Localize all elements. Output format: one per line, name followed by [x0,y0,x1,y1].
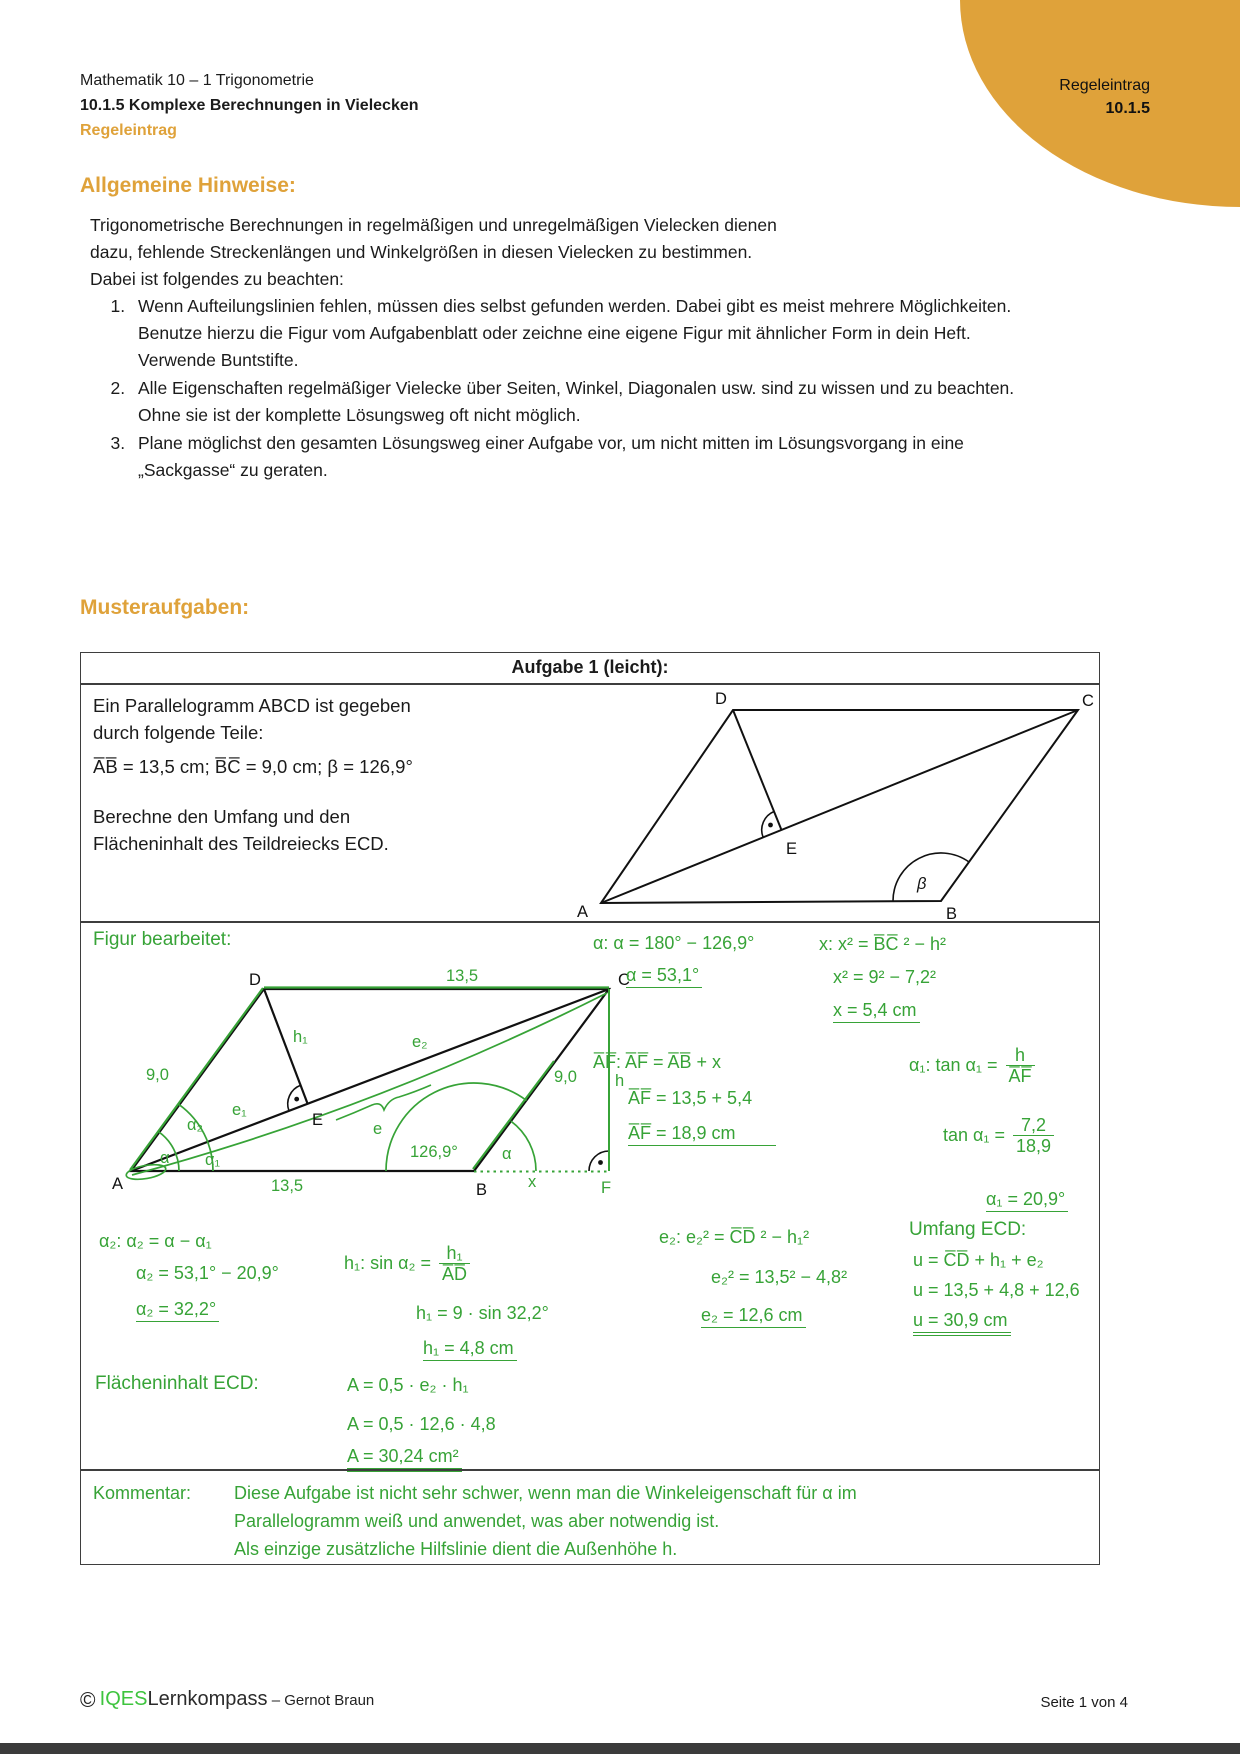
calc-alpha2-result: α₂ = 32,2° [136,1299,219,1322]
fraction-denominator: A̅D̅ [439,1263,470,1284]
kommentar-label: Kommentar: [93,1483,192,1503]
label-x: x [528,1173,537,1191]
point-label-D: D [715,690,727,708]
calc-af-line: A̅F̅ = 13,5 + 5,4 [628,1088,753,1108]
doc-type: Regeleintrag [80,122,177,139]
calc-e2-result: e₂ = 12,6 cm [701,1305,806,1328]
calc-alpha2-line: α₂ = 53,1° − 20,9° [136,1263,279,1283]
problem-line: Berechne den Umfang und den [93,806,351,827]
list-item: 3. Plane möglichst den gesamten Lösungsweg einer Aufgabe vor, um nicht mitten im Lösungsvorgang in eine „Sackgasse“ zu geraten. [130,430,1025,484]
calc-e2-line: e₂: e₂² = C̅D̅ ² − h₁² [659,1227,810,1247]
badge-number: 10.1.5 [1105,100,1150,117]
label-e1: e₁ [232,1101,247,1119]
calc-h1-line: h₁ = 9 · sin 32,2° [416,1303,549,1323]
calc-alpha2-line: α₂: α₂ = α − α₁ [99,1231,212,1251]
flaeche-title: Flächeninhalt ECD: [95,1373,259,1394]
length-label-right: 9,0 [554,1068,577,1086]
calc-flaeche-result: A = 30,24 cm² [347,1446,462,1472]
segment-DE [733,710,782,830]
footer [80,1688,374,1713]
figure-edited-label: Figur bearbeitet: [93,929,232,950]
angle-arc-alpha-B [511,1121,536,1171]
calc-umfang-result: u = 30,9 cm [913,1310,1011,1336]
problem-line: Ein Parallelogramm ABCD ist gegeben [93,695,411,716]
fraction-denominator: 18,9 [1013,1135,1054,1156]
point-label-A: A [112,1175,124,1193]
page-number: Seite 1 von 4 [1040,1694,1128,1711]
course-title: Mathematik 10 – 1 Trigonometrie [80,72,314,89]
footer-author: – Gernot Braun [271,1692,375,1709]
problem-line: Flächeninhalt des Teildreiecks ECD. [93,833,389,854]
calc-flaeche-line: A = 0,5 · e₂ · h₁ [347,1375,469,1395]
bottom-bar [0,1743,1240,1754]
point-label-E: E [312,1111,324,1129]
length-label-top: 13,5 [446,967,479,985]
section-heading-hinweise: Allgemeine Hinweise: [80,174,296,197]
copyright-icon: © [80,1689,96,1712]
point-label-E: E [786,840,798,858]
badge-label: Regeleintrag [1059,77,1150,94]
calc-h1-eq1 [344,1243,470,1284]
figure-parallelogram-annotated [86,957,736,1207]
calc-e2-line: e₂² = 13,5² − 4,8² [711,1267,848,1287]
diagonal-AC [601,710,1078,903]
problem-line: durch folgende Teile: [93,722,264,743]
document-header [80,68,419,143]
task-table [80,652,1100,1565]
angle-label-alpha1: α₁ [205,1151,221,1169]
point-label-B: B [476,1181,488,1199]
calc-flaeche-line: A = 0,5 · 12,6 · 4,8 [347,1414,496,1434]
calc-alpha-line: α: α = 180° − 126,9° [593,933,755,953]
point-label-C: C [618,971,630,989]
brace-e [336,1085,431,1120]
corner-badge [1059,74,1150,120]
task-title: Aufgabe 1 (leicht): [511,657,669,677]
calc-alpha1-lead: α₁: tan α₁ = [909,1055,998,1076]
calc-af-result: A̅F̅ = 18,9 cm [628,1123,776,1146]
calc-umfang-line: u = 13,5 + 4,8 + 12,6 [913,1280,1080,1300]
label-h: h [615,1072,625,1090]
angle-label-beta: β [917,875,927,893]
calc-umfang-line: u = C̅D̅ + h₁ + e₂ [913,1250,1044,1270]
point-label-A: A [577,903,589,921]
table-divider [81,1469,1099,1471]
calc-alpha1-eq1 [909,1045,1035,1086]
kommentar-line: Parallelogramm weiß und anwendet, was aber notwendig ist. [234,1511,720,1531]
hinweise-intro [90,212,1010,293]
point-label-C: C [1082,692,1094,710]
problem-given-values: A̅B̅ = 13,5 cm; B̅C̅ = 9,0 cm; β = 126,9° [93,756,413,777]
fraction [1006,1045,1035,1086]
height-h1-segment [264,989,308,1104]
brand-iqes: IQES [99,1688,148,1710]
fraction-numerator: h [1015,1045,1026,1065]
hinweise-list [90,293,1025,485]
umfang-title: Umfang ECD: [909,1219,1027,1240]
length-label-left: 9,0 [146,1066,169,1084]
point-label-F: F [601,1179,612,1197]
calc-alpha-result: α = 53,1° [626,965,702,988]
calc-h1-lead: h₁: sin α₂ = [344,1253,432,1274]
kommentar-line: Als einzige zusätzliche Hilfslinie dient die Außenhöhe h. [234,1539,678,1559]
chapter-title: 10.1.5 Komplexe Berechnungen in Vielecken [80,97,419,114]
point-label-B: B [946,905,958,921]
calc-alpha1-result: α₁ = 20,9° [986,1189,1068,1212]
right-angle-dot-E [768,823,773,828]
label-e2: e₂ [412,1033,428,1051]
kommentar-line: Diese Aufgabe ist nicht sehr schwer, wenn man die Winkeleigenschaft für α im [234,1483,857,1503]
calc-h1-result: h₁ = 4,8 cm [423,1338,517,1361]
brand-lernkompass: Lernkompass [147,1688,268,1710]
table-divider [81,921,1099,923]
length-label-bottom: 13,5 [271,1177,304,1195]
angle-label-alpha-B: α [502,1145,512,1163]
fraction-numerator: h₁ [446,1243,463,1263]
fraction [439,1243,470,1284]
angle-label-126-9: 126,9° [410,1143,458,1161]
fraction-numerator: 7,2 [1021,1115,1047,1135]
calc-x-line: x² = 9² − 7,2² [833,967,937,987]
section-heading-muster: Musteraufgaben: [80,596,250,619]
fraction-denominator: A̅F̅ [1006,1065,1035,1086]
calc-af-line: A̅F̅: A̅F̅ = A̅B̅ + x [593,1052,722,1072]
calc-x-line: x: x² = B̅C̅ ² − h² [819,934,947,954]
kommentar-text [234,1479,857,1563]
right-angle-dot-F [598,1160,603,1165]
angle-label-alpha-A: α [160,1149,170,1167]
intro-line: Trigonometrische Berechnungen in regelmäßigen und unregelmäßigen Vielecken dienen [90,215,777,235]
calc-alpha1-lead2: tan α₁ = [943,1125,1006,1146]
list-item: 1. Wenn Aufteilungslinien fehlen, müssen dies selbst gefunden werden. Dabei gibt es meist mehrere Möglichkeiten. Benutze hierzu die Figur vom Aufgabenblatt oder zeichne eine eigene Figur mit ähnlicher Form in dein Heft. Verwende Buntstifte. [130,293,1025,374]
calc-x-result: x = 5,4 cm [833,1000,920,1023]
intro-line: Dabei ist folgendes zu beachten: [90,269,344,289]
intro-line: dazu, fehlende Streckenlängen und Winkelgrößen in diesen Vielecken zu bestimmen. [90,242,753,262]
label-e: e [373,1120,383,1138]
calc-alpha1-eq2 [943,1115,1054,1156]
figure-parallelogram-original [533,683,1103,921]
list-item: 2. Alle Eigenschaften regelmäßiger Vielecke über Seiten, Winkel, Diagonalen usw. sind zu wissen und zu beachten. Ohne sie ist der komplette Lösungsweg oft nicht möglich. [130,375,1025,429]
fraction [1013,1115,1054,1156]
point-label-D: D [249,971,261,989]
green-edge-BC [473,1061,554,1169]
label-h1: h₁ [293,1028,308,1046]
angle-label-alpha2: α₂ [187,1116,203,1134]
diagonal-AC [131,989,609,1171]
right-angle-dot-E [294,1097,299,1102]
